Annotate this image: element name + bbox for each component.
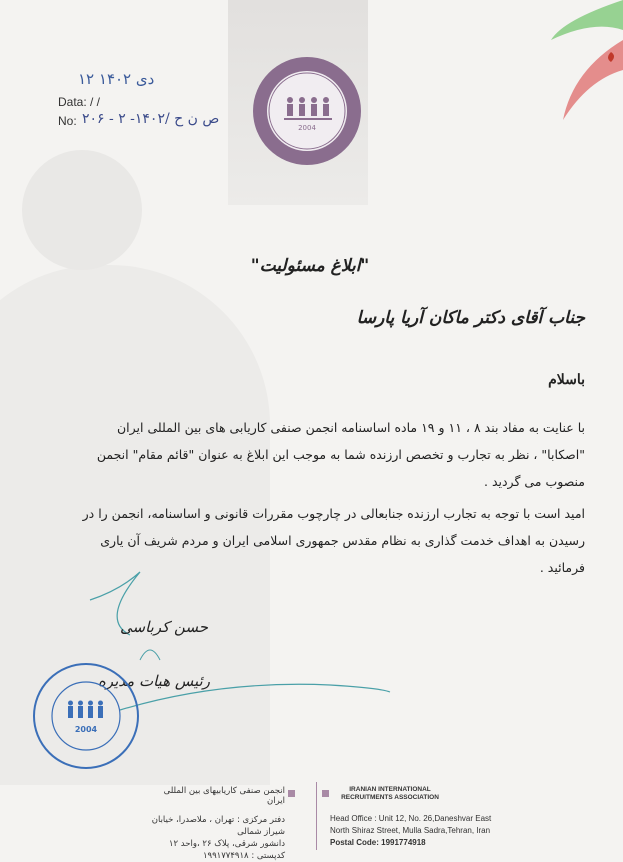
footer-org-name-fa: انجمن صنفی کاریابیهای بین المللی ایران [163, 786, 285, 806]
paragraph-2-line: فرمائید . [539, 560, 585, 575]
official-stamp [32, 662, 140, 770]
footer-address-fa-line: دانشور شرقی، پلاک ۲۶ ،واحد ۱۲ [168, 839, 285, 849]
handwritten-date: ۱۲ دی ۱۴۰۲ [78, 70, 155, 88]
paragraph-1-line: منصوب می گردید . [484, 474, 585, 489]
footer-address-fa-line: دفتر مرکزی : تهران ، ملاصدرا، خیابان شیراز شمالی [151, 815, 285, 837]
letter-title: "ابلاغ مسئولیت" [250, 256, 370, 276]
addressee: جناب آقای دکتر ماکان آریا پارسا [356, 308, 585, 328]
footer-postal-code: Postal Code: 1991774918 [330, 838, 426, 847]
footer-address-en-line: Head Office : Unit 12, No. 26,Daneshvar East [330, 814, 492, 823]
paragraph-1-line: با عنایت به مفاد بند ۸ ، ۱۱ و ۱۹ ماده اساسنامه انجمن صنفی کاریابی های بین المللی ایران [116, 420, 585, 435]
letter-number: ۲۰۶ - ۲ -۱۴۰۲/ ص ن ح [82, 111, 220, 127]
footer-marker-icon [322, 790, 329, 797]
svg-text:2004: 2004 [74, 725, 98, 734]
number-label: No: [58, 114, 77, 128]
signer-title: رئیس هیات مدیره [98, 672, 210, 690]
paragraph-1 [20, 414, 585, 495]
emblem-swoosh-icon [533, 0, 623, 160]
svg-text:2004: 2004 [298, 124, 316, 132]
footer-marker-icon [288, 790, 295, 797]
footer-address-fa [150, 814, 285, 862]
footer-address-en-line: North Shiraz Street, Mulla Sadra,Tehran, Iran [330, 826, 491, 835]
footer-address-en [330, 813, 530, 849]
paragraph-2-line: رسیدن به اهداف خدمت گذاری به نظام مقدس جمهوری اسلامی ایران و مردم شریف آن یاری [100, 533, 585, 548]
date-label: Data: / / [58, 95, 101, 109]
footer-address-fa-line: کدپستی : ۱۹۹۱۷۷۴۹۱۸ [202, 851, 285, 861]
paragraph-2-line: امید است با توجه به تجارب ارزنده جنابعالی در چارچوب مقررات قانونی و اساسنامه، انجمن را در [82, 506, 585, 521]
paragraph-1-line: "اصکابا" ، نظر به تجارب و تخصص ارزنده شما به موجب این ابلاغ به عنوان "قائم مقام" انجمن [96, 447, 585, 462]
salutation: باسلام [548, 372, 585, 388]
association-seal-logo [252, 56, 362, 166]
footer-org-name-en: IRANIAN INTERNATIONAL RECRUITMENTS ASSOCIATION [341, 786, 439, 801]
background-figure-head [22, 150, 142, 270]
footer-divider [316, 782, 317, 850]
signer-name: حسن کرباسی [120, 618, 209, 636]
